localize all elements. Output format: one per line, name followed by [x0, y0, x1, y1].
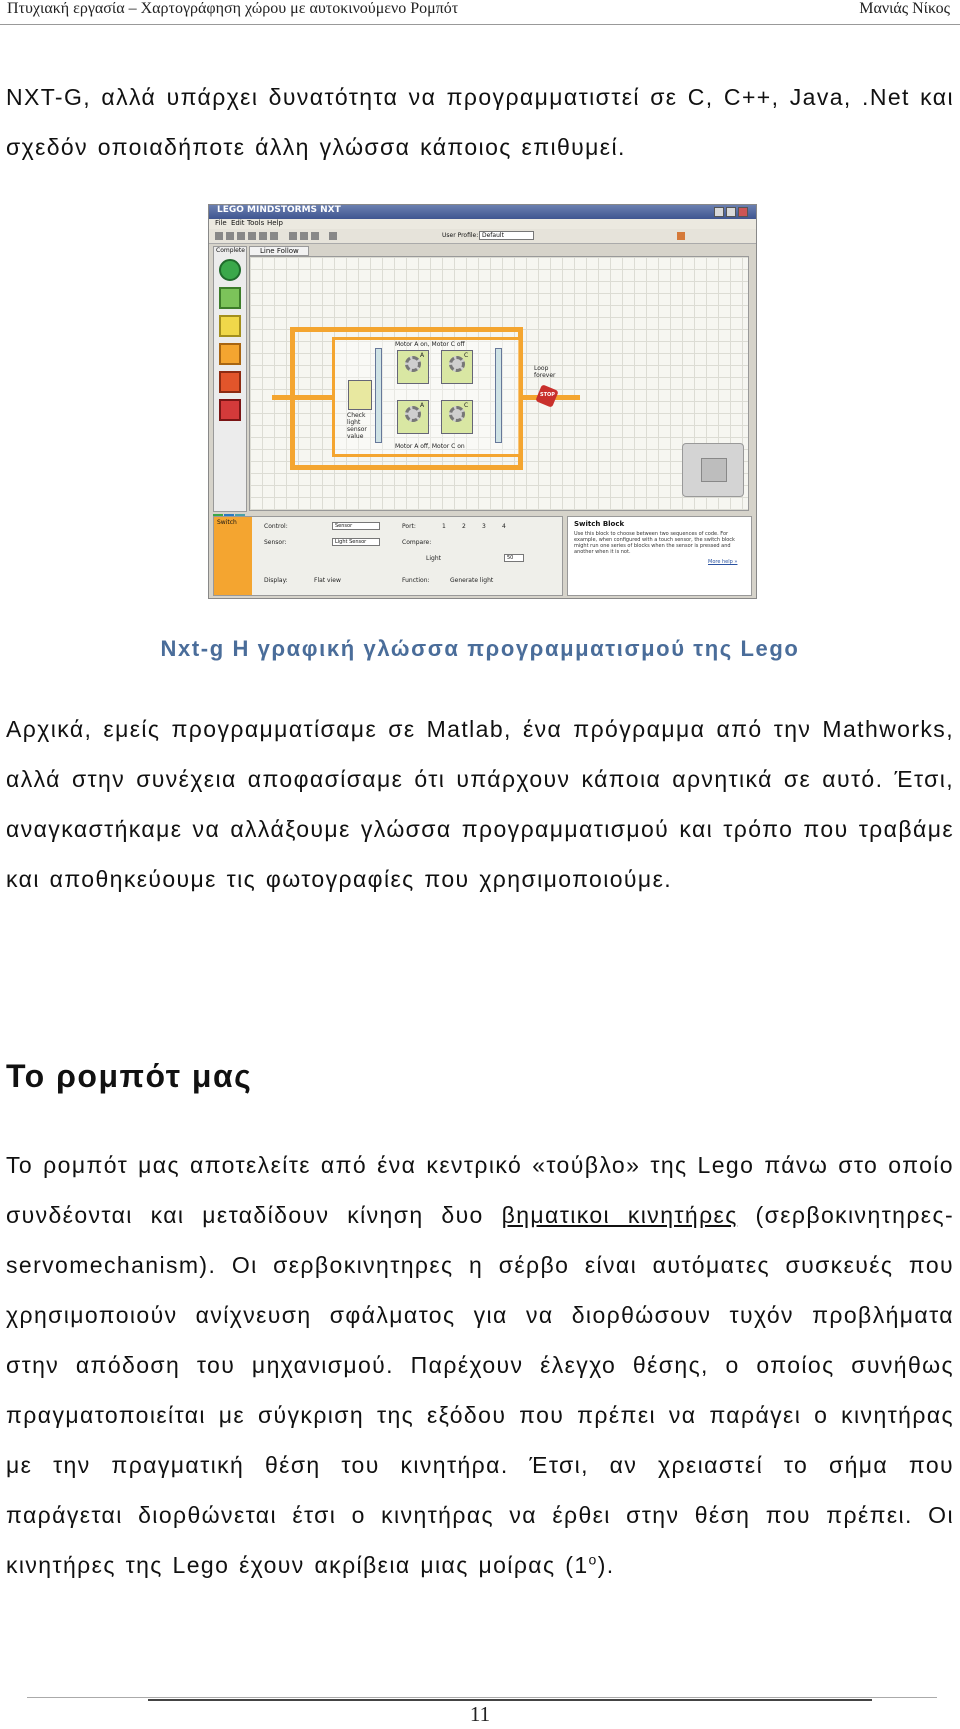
- check-sensor-label: Check light sensor value: [347, 412, 367, 440]
- header-rule: [0, 24, 960, 25]
- motor-c-block: C: [441, 350, 473, 384]
- footer-rule-bold: [148, 1699, 872, 1701]
- switch-left-bar: [375, 348, 382, 443]
- servo-link[interactable]: βηματικοι κινητήρες: [501, 1202, 738, 1228]
- motor-c-on-block: C: [441, 400, 473, 434]
- intro-paragraph: NXT-G, αλλά υπάρχει δυνατότητα να προγραμματιστεί σε C, C++, Java, .Net και σχεδόν οποιαδήποτε άλλη γλώσσα κάποιος επιθυμεί.: [6, 84, 954, 160]
- degree-superscript: ο: [588, 1551, 598, 1568]
- menu-edit: Edit: [231, 219, 245, 227]
- save-icon: [237, 232, 245, 240]
- footer-rule: [27, 1697, 937, 1698]
- configuration-panel: Switch Control: Sensor Sensor: Light Sensor Port: 1 2 3 4 Compare: Light 50 Display: Flat view Function: Generate light: [213, 516, 563, 596]
- block-palette: [213, 246, 247, 512]
- loop-left-beam: [290, 327, 295, 470]
- loop-top-beam: [290, 327, 522, 332]
- switch-block: [332, 337, 522, 457]
- loop-block-icon: [219, 343, 241, 365]
- motor-a-off-block: A: [397, 400, 429, 434]
- move-block-icon: [219, 259, 241, 281]
- menu-bar: [209, 219, 756, 229]
- robo-center-icon: [677, 232, 685, 240]
- menu-help: Help: [267, 219, 283, 227]
- control-select: Sensor: [332, 522, 380, 530]
- maximize-icon: [726, 207, 736, 217]
- help-panel: [567, 516, 752, 596]
- help-title: Switch Block: [574, 520, 625, 528]
- paragraph-robot: Το ρομπότ μας αποτελείτε από ένα κεντρικό «τούβλο» της Lego πάνω στο οποίο συνδέονται και μεταδίδουν κίνηση δυο βηματικοι κινητήρες (σερβοκινητηρες-servomechanism). Οι σερβοκινητηρες η σέρβο είναι αυτόματες συσκευές που χρησιμοποιούν ανίχνευση σφάλματος για να διορθώσουν τυχόν προβλήματα στην απόδοση του μηχανισμού. Παρέχουν έλεγχο θέσης, ο οποίος συνήθως πραγματοποιείται με σύγκριση της εξόδου που πρέπει να παράγει ο κινητήρας με την πραγματική θέση του κινητήρα. Έτσι, αν χρειαστεί το σήμα που παράγεται διορθώνεται έτσι ο κινητήρας να έρθει στην θέση που πρέπει. Οι κινητήρες της Lego έχουν ακρίβεια μιας μοίρας $(1^o)$.: [6, 1152, 955, 1578]
- control-label: Control:: [264, 523, 288, 530]
- loop-bottom-beam: [290, 465, 522, 470]
- sensor-select: Light Sensor: [332, 538, 380, 546]
- open-icon: [226, 232, 234, 240]
- gear-icon: [449, 406, 465, 422]
- compare-label: Compare:: [402, 539, 432, 546]
- sensor-label: Sensor:: [264, 539, 287, 546]
- loop-forever-label: Loop forever: [534, 365, 556, 379]
- user-profile-select: Default: [479, 231, 534, 240]
- window-title: LEGO MINDSTORMS NXT: [217, 205, 341, 215]
- motors-on-label: Motor A on, Motor C off: [395, 341, 465, 348]
- minimize-icon: [714, 207, 724, 217]
- page-header: [0, 0, 960, 22]
- section-heading: Το ρομπότ μας: [6, 1058, 253, 1094]
- user-profile-label: User Profile:: [442, 232, 479, 239]
- paste-icon: [270, 232, 278, 240]
- close-icon: [738, 207, 748, 217]
- gear-icon: [405, 406, 421, 422]
- data-block-icon: [219, 399, 241, 421]
- light-value: 50: [504, 554, 524, 562]
- gear-icon: [449, 356, 465, 372]
- function-label: Function:: [402, 577, 430, 584]
- flat-view-label: Flat view: [314, 577, 341, 584]
- switch-right-bar: [495, 348, 502, 443]
- nxt-g-screenshot: [208, 204, 757, 599]
- window-titlebar: [209, 205, 756, 219]
- palette-label: Complete: [216, 247, 245, 254]
- new-icon: [215, 232, 223, 240]
- navigation-pad: [682, 443, 744, 497]
- pan-icon: [300, 232, 308, 240]
- help-body: Use this block to choose between two sequences of code. For example, when configured with a touch sensor, the switch block might run one series of blocks when the sensor is pressed and another when it is not.: [574, 531, 735, 555]
- header-author: Μανιάς Νίκος: [859, 0, 950, 17]
- display-label: Display:: [264, 577, 288, 584]
- light-label: Light: [426, 555, 441, 562]
- play-icon: [701, 458, 727, 482]
- paragraph-matlab: Αρχικά, εμείς προγραμματίσαμε σε Matlab, ένα πρόγραμμα από την Mathworks, αλλά στην συνέχεια αποφασίσαμε ότι υπάρχουν κάποια αρνητικά σε αυτό. Έτσι, αναγκαστήκαμε να αλλάξουμε γλώσσα προγραμματισμού και τρόπο που τραβάμε και αποθηκεύουμε τις φωτογραφίες που χρησιμοποιούμε.: [6, 716, 954, 892]
- comment-icon: [311, 232, 319, 240]
- motors-off-label: Motor A off, Motor C on: [395, 443, 465, 450]
- more-help-link: More help »: [708, 559, 738, 565]
- cut-icon: [248, 232, 256, 240]
- sequence-beam-left: [272, 395, 334, 400]
- custom-palette-icon: [329, 232, 337, 240]
- generate-light-label: Generate light: [450, 577, 494, 584]
- motor-a-block: A: [397, 350, 429, 384]
- program-canvas: [249, 256, 749, 511]
- record-block-icon: [219, 287, 241, 309]
- gear-icon: [405, 356, 421, 372]
- stop-label: STOP: [540, 392, 555, 398]
- copy-icon: [259, 232, 267, 240]
- toolbar: [209, 229, 756, 244]
- switch-block-icon: [219, 371, 241, 393]
- program-tab: Line Follow: [249, 246, 309, 256]
- header-title: Πτυχιακή εργασία – Χαρτογράφηση χώρου με αυτοκινούμενο Ρομπότ: [7, 0, 459, 17]
- menu-file: File: [215, 219, 227, 227]
- light-sensor-icon: [348, 380, 372, 410]
- figure-caption: Nxt-g Η γραφική γλώσσα προγραμματισμού της Lego: [160, 636, 800, 661]
- port-label: Port:: [402, 523, 416, 530]
- menu-tools: Tools: [247, 219, 265, 227]
- page-number: 11: [469, 1702, 491, 1726]
- wait-block-icon: [219, 315, 241, 337]
- pointer-icon: [289, 232, 297, 240]
- config-tab: Switch: [214, 517, 252, 595]
